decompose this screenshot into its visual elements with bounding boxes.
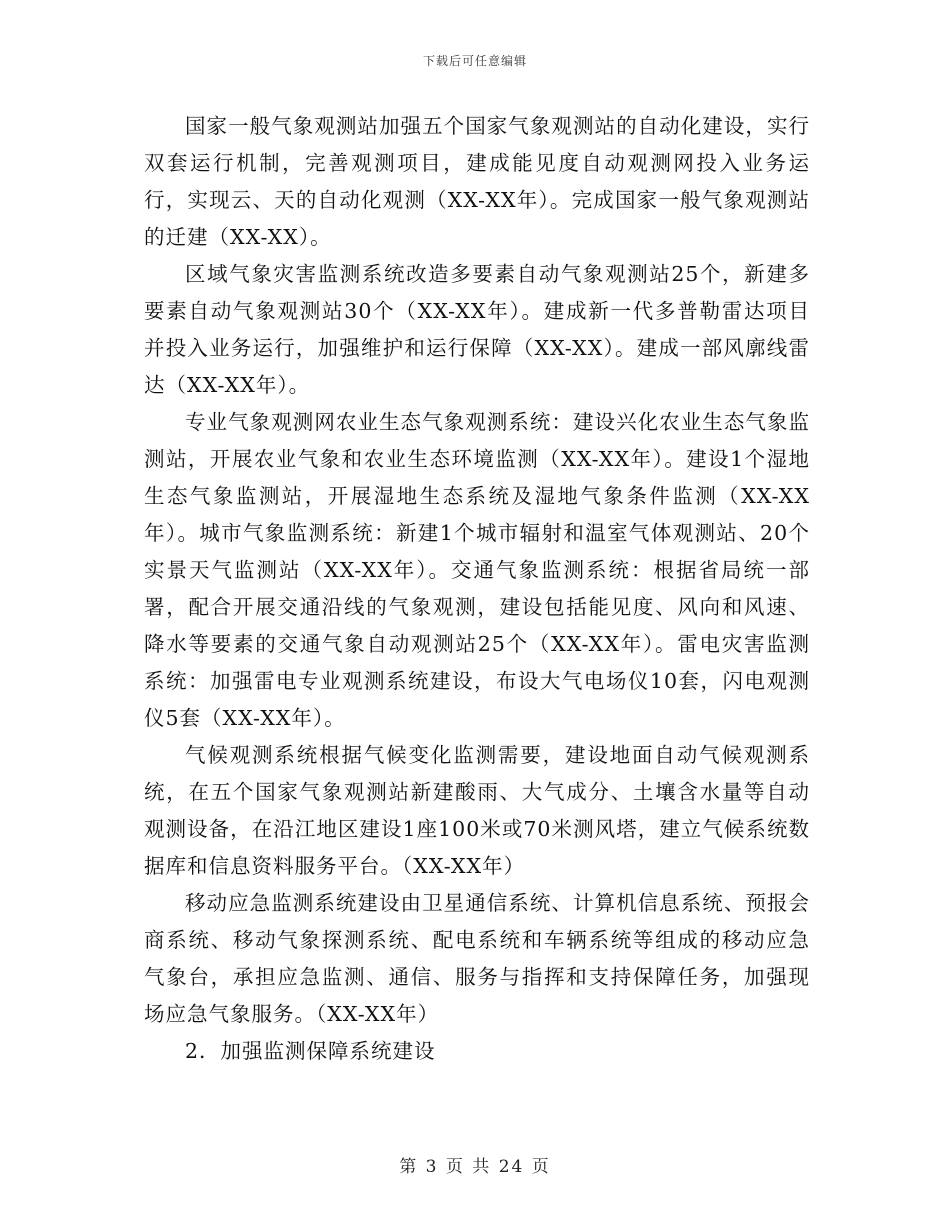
document-body: [144, 108, 810, 1070]
paragraph-specialized-observation-network: 专业气象观测网农业生态气象观测系统：建设兴化农业生态气象监测站，开展农业气象和农业生态环境监测（XX-XX年）。建设1个湿地生态气象监测站，开展湿地生态系统及湿地气象条件监测（XX-XX年）。城市气象监测系统：新建1个城市辐射和温室气体观测站、20个实景天气监测站（XX-XX年）。交通气象监测系统：根据省局统一部署，配合开展交通沿线的气象观测，建设包括能见度、风向和风速、降水等要素的交通气象自动观测站25个（XX-XX年）。雷电灾害监测系统：加强雷电专业观测系统建设，布设大气电场仪10套，闪电观测仪5套（XX-XX年）。: [144, 410, 810, 730]
paragraph-mobile-emergency-monitoring: 移动应急监测系统建设由卫星通信系统、计算机信息系统、预报会商系统、移动气象探测系统、配电系统和车辆系统等组成的移动应急气象台，承担应急监测、通信、服务与指挥和支持保障任务，加强现场应急气象服务。（XX-XX年）: [144, 891, 810, 1026]
paragraph-national-stations: 国家一般气象观测站加强五个国家气象观测站的自动化建设，实行双套运行机制，完善观测项目，建成能见度自动观测网投入业务运行，实现云、天的自动化观测（XX-XX年）。完成国家一般气象观测站的迁建（XX-XX）。: [144, 114, 810, 249]
page-header-note: 下载后可任意编辑: [422, 54, 527, 68]
paragraph-regional-disaster-monitoring: 区域气象灾害监测系统改造多要素自动气象观测站25个，新建多要素自动气象观测站30个（XX-XX年）。建成新一代多普勒雷达项目并投入业务运行，加强维护和运行保障（XX-XX）。建成一部风廓线雷达（XX-XX年）。: [144, 262, 810, 397]
paragraph-climate-observation: 气候观测系统根据气候变化监测需要，建设地面自动气候观测系统，在五个国家气象观测站新建酸雨、大气成分、土壤含水量等自动观测设备，在沿江地区建设1座100米或70米测风塔，建立气候系统数据库和信息资料服务平台。（XX-XX年）: [144, 743, 810, 878]
page-number-footer: 第 3 页 共 24 页: [399, 1157, 551, 1177]
section-heading: 2．加强监测保障系统建设: [185, 1039, 436, 1063]
